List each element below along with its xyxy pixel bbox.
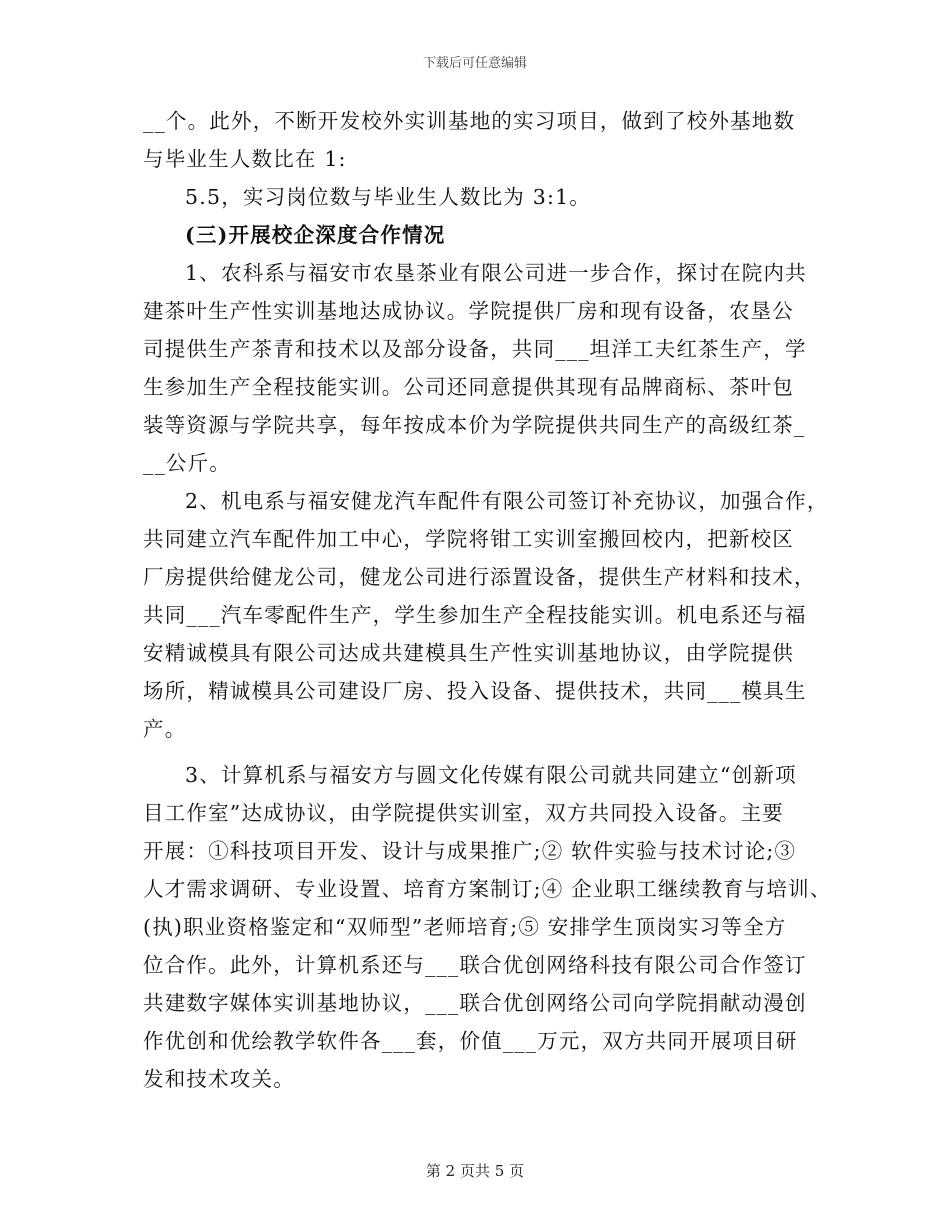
body-line: 3、计算机系与福安方与圆文化传媒有限公司就共同建立“创新项 xyxy=(185,763,797,787)
page-footer: 第 2 页共 5 页 xyxy=(425,1162,525,1180)
body-line: 场所，精诚模具公司建设厂房、投入设备、提供技术，共同___模具生 xyxy=(143,679,807,703)
body-line: 人才需求调研、专业设置、培育方案制订;④ 企业职工继续教育与培训、 xyxy=(143,877,832,901)
page-header: 下载后可任意编辑 xyxy=(422,56,527,71)
body-line: 共建数字媒体实训基地协议，___联合优创网络公司向学院捐献动漫创 xyxy=(143,991,807,1015)
body-line: 目工作室”达成协议，由学院提供实训室，双方共同投入设备。主要 xyxy=(143,801,784,825)
body-line: 产。 xyxy=(143,717,187,741)
body-line: __个。此外，不断开发校外实训基地的实习项目，做到了校外基地数 xyxy=(143,109,796,133)
body-line: 建茶叶生产性实训基地达成协议。学院提供厂房和现有设备，农垦公 xyxy=(143,299,794,323)
section-heading: (三)开展校企深度合作情况 xyxy=(185,223,446,247)
body-line: 位合作。此外，计算机系还与___联合优创网络科技有限公司合作签订 xyxy=(143,953,807,977)
body-line: 开展：①科技项目开发、设计与成果推广;② 软件实验与技术讨论;③ xyxy=(143,839,797,863)
body-line: 装等资源与学院共享，每年按成本价为学院提供共同生产的高级红茶_ xyxy=(143,413,806,437)
body-line: 生参加生产全程技能实训。公司还同意提供其现有品牌商标、茶叶包 xyxy=(143,375,794,399)
body-line: 共同___汽车零配件生产，学生参加生产全程技能实训。机电系还与福 xyxy=(143,603,807,627)
body-line: (执)职业资格鉴定和“双师型”老师培育;⑤ 安排学生顶岗实习等全方 xyxy=(143,915,787,939)
body-line: 5.5，实习岗位数与毕业生人数比为 3:1。 xyxy=(185,185,592,209)
body-line: 作优创和优绘教学软件各___套，价值___万元，双方共同开展项目研 xyxy=(143,1029,798,1053)
body-line: 与毕业生人数比在 1: xyxy=(143,147,347,171)
body-line: 共同建立汽车配件加工中心，学院将钳工实训室搬回校内，把新校区 xyxy=(143,527,794,551)
body-line: 1、农科系与福安市农垦茶业有限公司进一步合作，探讨在院内共 xyxy=(185,261,807,285)
body-line: 2、机电系与福安健龙汽车配件有限公司签订补充协议，加强合作， xyxy=(185,489,829,513)
body-line: 发和技术攻关。 xyxy=(143,1067,295,1091)
body-line: 安精诚模具有限公司达成共建模具生产性实训基地协议，由学院提供 xyxy=(143,641,794,665)
body-line: 厂房提供给健龙公司，健龙公司进行添置设备，提供生产材料和技术， xyxy=(143,565,816,589)
body-line: __公斤。 xyxy=(143,451,231,475)
body-line: 司提供生产茶青和技术以及部分设备，共同___坦洋工夫红茶生产，学 xyxy=(143,337,807,361)
